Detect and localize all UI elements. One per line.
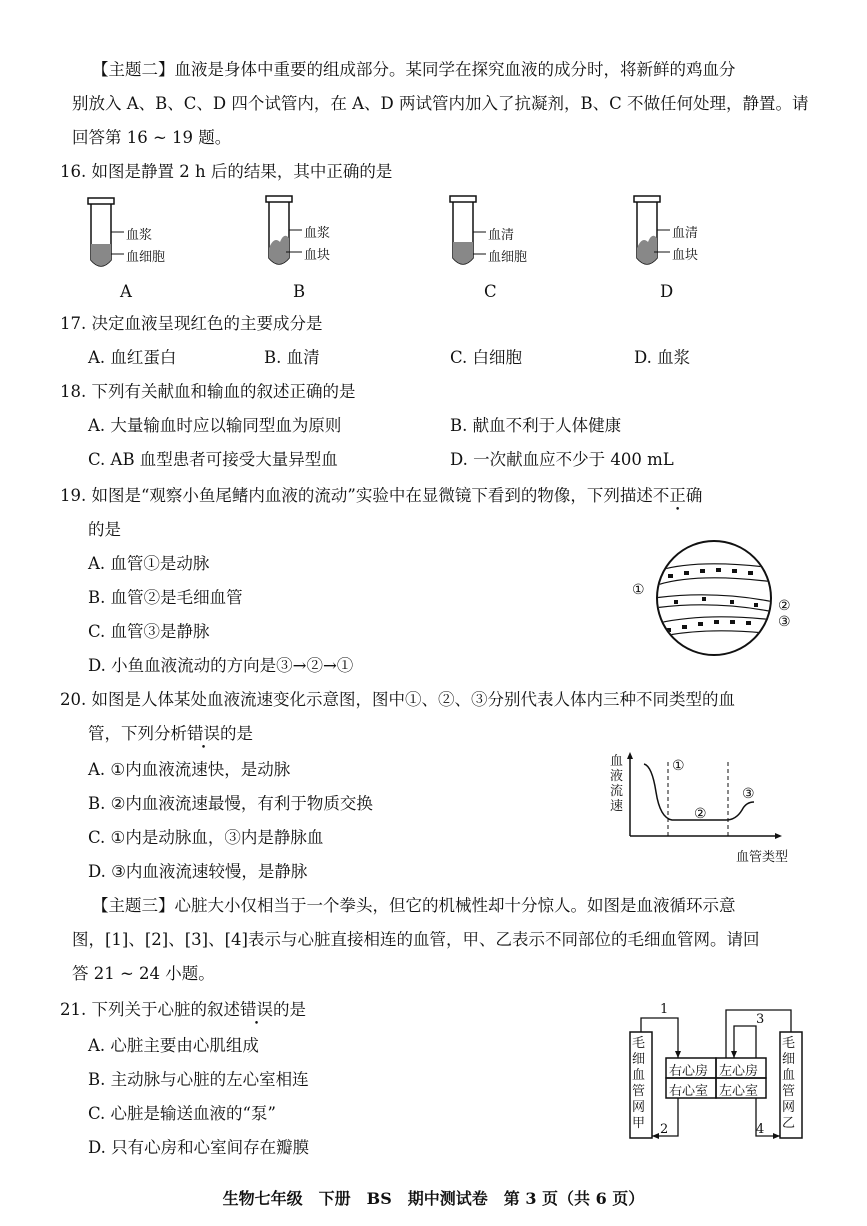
page-footer: 生物七年级 下册 BS 期中测试卷 第 3 页（共 6 页） — [222, 1189, 645, 1208]
q19-option-c: C. 血管③是静脉 — [88, 622, 210, 641]
q19-option-b: B. 血管②是毛细血管 — [88, 588, 243, 607]
theme3-line-1: 【主题三】心脏大小仅相当于一个拳头，但它的机械性却十分惊人。如图是血液循环示意 — [92, 896, 736, 915]
q20-flow-chart — [626, 752, 786, 842]
chamber-right-atrium: 右心房 — [669, 1064, 709, 1079]
tube-a-bottom-label: 血细胞 — [126, 250, 166, 265]
q21-option-a: A. 心脏主要由心肌组成 — [88, 1036, 259, 1055]
vessel-3-label: 3 — [756, 1012, 765, 1027]
q21-circulation-diagram — [626, 1004, 806, 1154]
q21-stem-emph: 错误 — [240, 1000, 273, 1019]
tube-b-bottom-label: 血块 — [304, 248, 331, 263]
q19-microscope-figure — [654, 538, 774, 658]
q21-left-capillary-net: 毛细血管网甲 — [632, 1036, 646, 1131]
tube-c-letter: C — [484, 282, 497, 301]
q17-option-d: D. 血浆 — [634, 348, 691, 367]
q20-stem-emph: 错误 — [187, 724, 220, 743]
tube-b — [266, 196, 302, 264]
q19-stem-line-1 — [60, 486, 702, 506]
q17-option-c: C. 白细胞 — [450, 348, 523, 367]
q18-option-a: A. 大量输血时应以输同型血为原则 — [88, 416, 342, 435]
tube-d-top-label: 血清 — [672, 226, 699, 241]
tube-c-top-label: 血清 — [488, 228, 515, 243]
tube-d-letter: D — [660, 282, 674, 301]
q19-stem-emph: 不正确 — [652, 486, 703, 505]
theme2-line-2: 别放入 A、B、C、D 四个试管内，在 A、D 两试管内加入了抗凝剂，B、C 不做任何处理，静置。请 — [72, 94, 809, 113]
q19-option-a: A. 血管①是动脉 — [88, 554, 210, 573]
q21-right-capillary-net: 毛细血管网乙 — [782, 1036, 796, 1131]
q19-stem-b: 的是 — [88, 520, 121, 539]
q19-label-2: ② — [778, 598, 791, 614]
theme2-line-3: 回答第 16 ~ 19 题。 — [72, 128, 232, 147]
q19-option-d: D. 小鱼血液流动的方向是③→②→① — [88, 656, 354, 675]
theme3-line-2: 图，[1]、[2]、[3]、[4]表示与心脏直接相连的血管，甲、乙表示不同部位的毛细血管网。请回 — [72, 930, 760, 949]
vessel-2-label: 2 — [660, 1122, 669, 1137]
tube-b-top-label: 血浆 — [304, 226, 331, 241]
q20-option-a: A. ①内血液流速快，是动脉 — [88, 760, 291, 779]
q20-y-axis-label: 血液流速 — [610, 754, 624, 814]
q20-curve-label-1: ① — [672, 758, 685, 774]
q19-label-3: ③ — [778, 614, 791, 630]
theme2-line-1: 【主题二】血液是身体中重要的组成部分。某同学在探究血液的成分时，将新鲜的鸡血分 — [92, 60, 736, 79]
q18-stem: 18. 下列有关献血和输血的叙述正确的是 — [60, 382, 356, 401]
tube-a-letter: A — [120, 282, 132, 301]
chamber-right-ventricle: 右心室 — [669, 1084, 709, 1099]
tube-b-letter: B — [293, 282, 306, 301]
q20-stem-b1: 管，下列分析 — [88, 724, 187, 743]
q18-option-c: C. AB 血型患者可接受大量异型血 — [88, 450, 338, 469]
q18-option-b: B. 献血不利于人体健康 — [450, 416, 622, 435]
tube-a — [88, 198, 124, 266]
q21-option-b: B. 主动脉与心脏的左心室相连 — [88, 1070, 309, 1089]
q20-option-d: D. ③内血液流速较慢，是静脉 — [88, 862, 308, 881]
chamber-left-atrium: 左心房 — [719, 1064, 759, 1079]
vessel-4-label: 4 — [756, 1122, 765, 1137]
tube-d-bottom-label: 血块 — [672, 248, 699, 263]
q19-label-1: ① — [632, 582, 645, 598]
q20-x-axis-label: 血管类型 — [736, 850, 789, 865]
q21-stem-a: 21. 下列关于心脏的叙述 — [60, 1000, 240, 1019]
vessel-1-label: 1 — [660, 1002, 669, 1017]
theme3-line-3: 答 21 ~ 24 小题。 — [72, 964, 215, 983]
q20-stem-line-2 — [88, 724, 253, 744]
q19-stem-a: 19. 如图是“观察小鱼尾鳍内血液的流动”实验中在显微镜下看到的物像，下列描述 — [60, 486, 653, 505]
q17-stem: 17. 决定血液呈现红色的主要成分是 — [60, 314, 323, 333]
q20-stem-b2: 的是 — [220, 724, 253, 743]
q21-stem — [60, 1000, 306, 1020]
q20-curve-label-3: ③ — [742, 786, 755, 802]
q21-option-d: D. 只有心房和心室间存在瓣膜 — [88, 1138, 310, 1157]
q17-option-b: B. 血清 — [264, 348, 320, 367]
q20-curve-label-2: ② — [694, 806, 707, 822]
q18-option-d: D. 一次献血应不少于 400 mL — [450, 450, 674, 469]
q20-option-c: C. ①内是动脉血，③内是静脉血 — [88, 828, 324, 847]
q21-stem-b: 的是 — [273, 1000, 306, 1019]
tube-c — [450, 196, 486, 264]
q20-stem-a: 20. 如图是人体某处血液流速变化示意图，图中①、②、③分别代表人体内三种不同类型的血 — [60, 690, 735, 709]
q21-option-c: C. 心脏是输送血液的“泵” — [88, 1104, 276, 1123]
chamber-left-ventricle: 左心室 — [719, 1084, 759, 1099]
q20-option-b: B. ②内血液流速最慢，有利于物质交换 — [88, 794, 373, 813]
tube-a-top-label: 血浆 — [126, 228, 153, 243]
tube-d — [634, 196, 670, 264]
tube-c-bottom-label: 血细胞 — [488, 250, 528, 265]
q17-option-a: A. 血红蛋白 — [88, 348, 177, 367]
q16-stem: 16. 如图是静置 2 h 后的结果，其中正确的是 — [60, 162, 393, 181]
